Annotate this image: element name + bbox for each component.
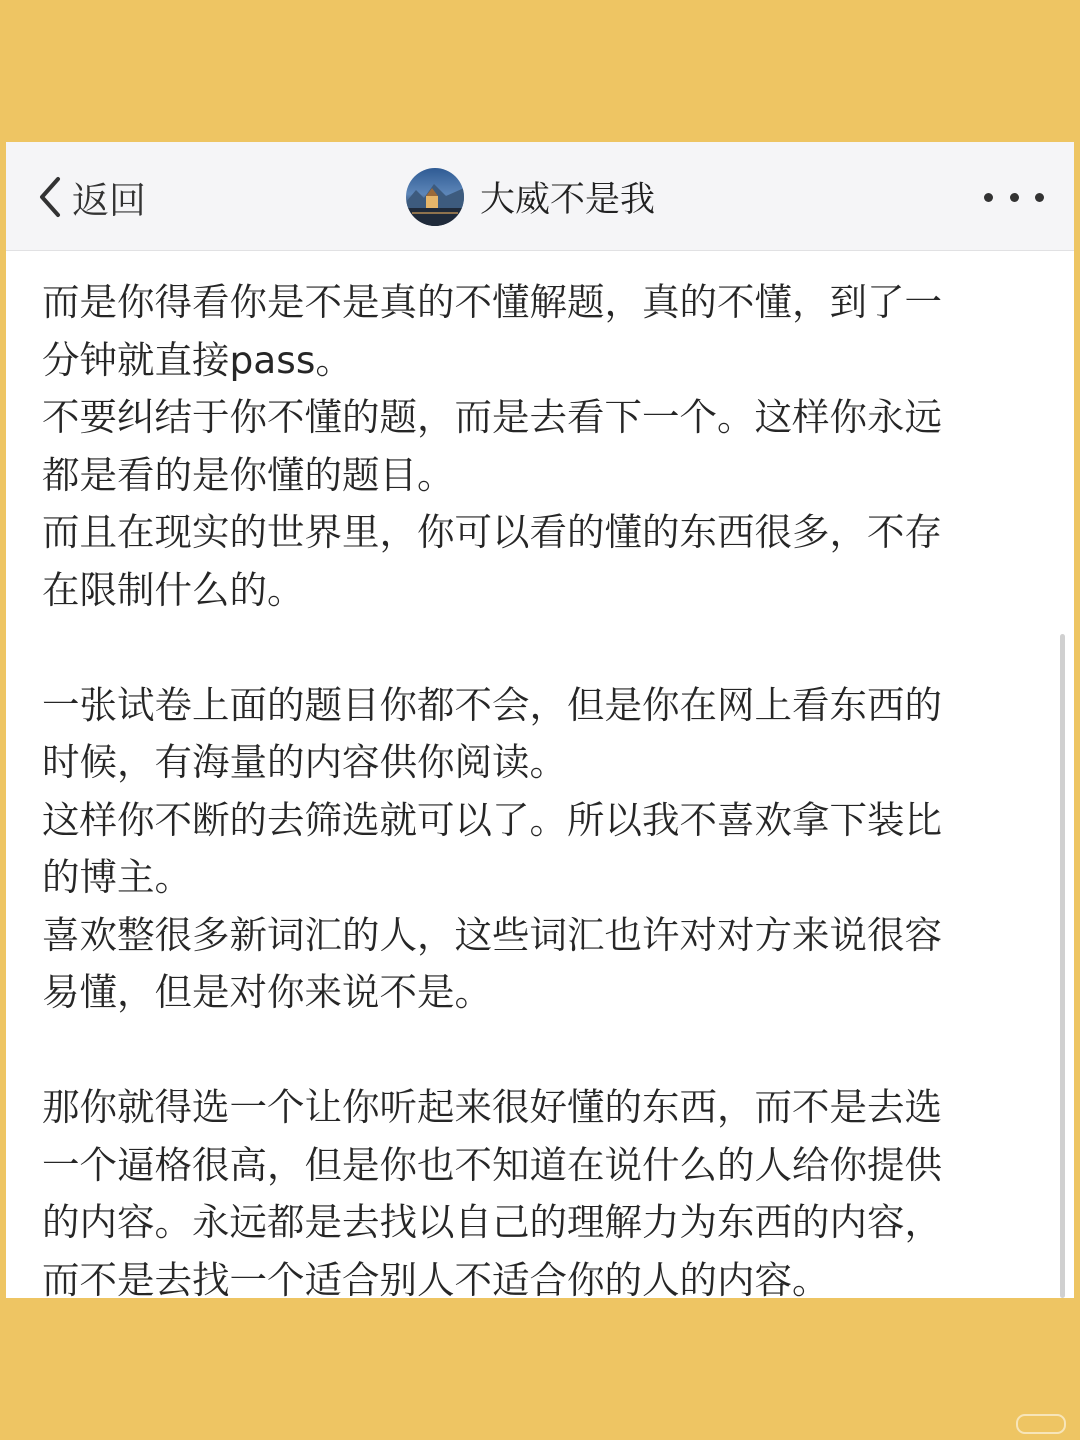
text-line: 而不是去找一个适合别人不适合你的人的内容。 [42,1257,830,1298]
dot [1035,193,1044,202]
page-title: 大威不是我 [480,180,656,220]
text-line: 时候，有海量的内容供你阅读。 [42,740,567,784]
text-line: 而是你得看你是不是真的不懂解题，真的不懂，到了一 [42,280,942,324]
paragraph-gap [42,1022,1032,1080]
more-dots-icon[interactable] [984,182,1044,212]
text-line: 的博主。 [42,855,192,899]
article-body [42,274,1032,1298]
navbar [6,142,1074,251]
text-line: 在限制什么的。 [42,567,305,612]
chevron-left-icon [34,173,66,221]
content-card [6,142,1074,1298]
scrollbar[interactable] [1060,634,1065,1298]
watermark [1016,1414,1066,1434]
avatar-image [406,168,464,226]
text-line: 易懂，但是对你来说不是。 [42,970,492,1014]
back-label: 返回 [72,179,146,222]
text-line: 都是看的是你懂的题目。 [42,452,455,497]
text-line: 分钟就直接pass。 [42,337,353,382]
text-line: 而且在现实的世界里，你可以看的懂的东西很多，不存 [42,510,942,554]
title-area[interactable] [406,166,655,228]
text-line: 的内容。永远都是去找以自己的理解力为东西的内容， [42,1200,942,1244]
text-line: 喜欢整很多新词汇的人，这些词汇也许对对方来说很容 [42,912,942,957]
back-button[interactable] [34,170,146,224]
text-line: 那你就得选一个让你听起来很好懂的东西，而不是去选 [42,1085,942,1129]
paragraph-gap [42,619,1032,677]
text-line: 一个逼格很高，但是你也不知道在说什么的人给你提供 [42,1142,942,1187]
text-line: 这样你不断的去筛选就可以了。所以我不喜欢拿下装比 [42,797,942,842]
text-line: 不要纠结于你不懂的题，而是去看下一个。这样你永远 [42,395,942,439]
dot [1010,193,1019,202]
text-line: 一张试卷上面的题目你都不会，但是你在网上看东西的 [42,682,942,727]
avatar[interactable] [406,168,464,226]
dot [984,193,993,202]
